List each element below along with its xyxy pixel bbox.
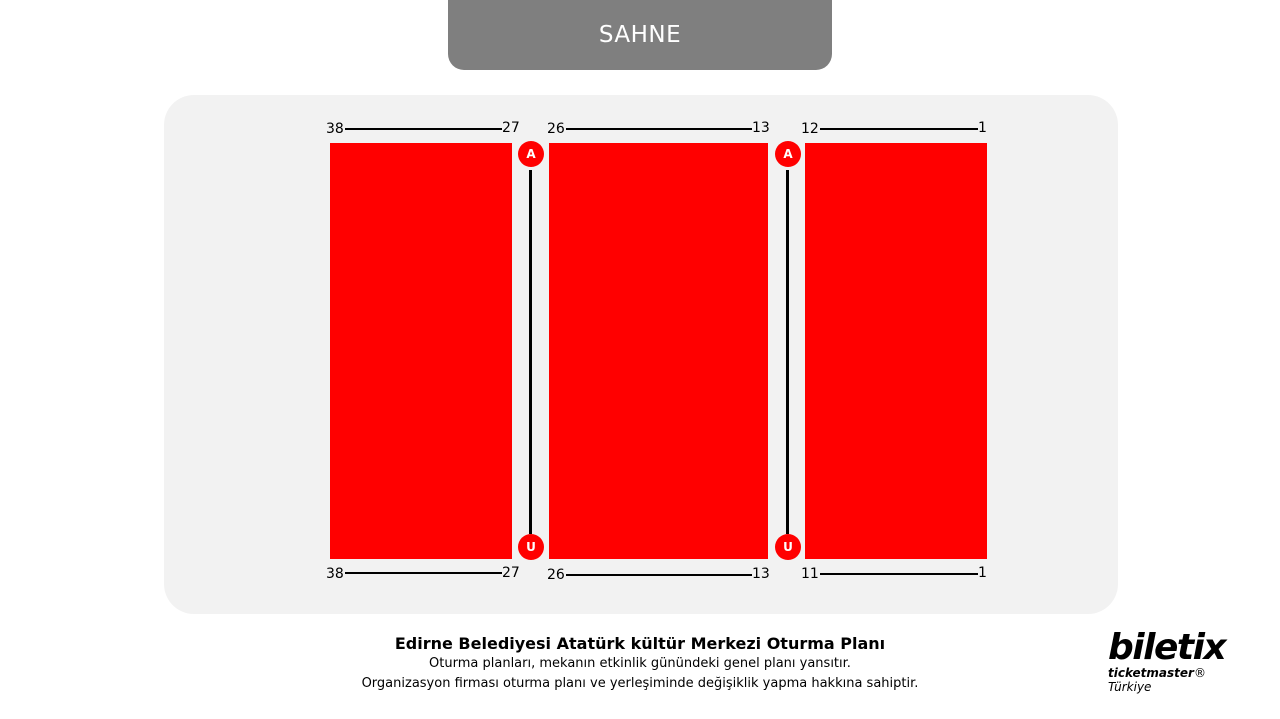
top-center-end-label: 13: [752, 120, 770, 136]
logo-sub-brand: ticketmaster: [1108, 666, 1194, 680]
top-left-start-label: 38: [326, 121, 344, 137]
aisle-left-bottom-marker: [518, 534, 544, 560]
aisle-left-line: [529, 170, 532, 534]
stage-label: SAHNE: [598, 22, 682, 48]
top-center-start-label: 26: [547, 121, 565, 137]
seating-block-center[interactable]: [549, 143, 768, 559]
biletix-logo: [1108, 628, 1248, 694]
bottom-center-end-label: 13: [752, 566, 770, 582]
aisle-right-bottom-marker-label: U: [783, 540, 793, 554]
aisle-right-top-marker-label: A: [783, 147, 793, 161]
logo-brand: biletix: [1108, 627, 1226, 668]
seating-block-left[interactable]: [330, 143, 512, 559]
bottom-left-start-label: 38: [326, 566, 344, 582]
bottom-right-range-line: [820, 573, 978, 575]
top-right-start-label: 12: [801, 121, 819, 137]
caption-line-2: Organizasyon firması oturma planı ve yerleşiminde değişiklik yapma hakkına sahiptir.: [361, 676, 919, 691]
logo-region: Türkiye: [1108, 680, 1152, 694]
aisle-right-top-marker: [775, 141, 801, 167]
aisle-right-line: [786, 170, 789, 534]
aisle-right-bottom-marker: [775, 534, 801, 560]
top-right-end-label: 1: [978, 120, 987, 136]
caption-line-1: Oturma planları, mekanın etkinlik günündeki genel planı yansıtır.: [429, 656, 851, 671]
aisle-left-top-marker: [518, 141, 544, 167]
bottom-right-start-label: 11: [801, 566, 819, 582]
logo-subline: ticketmaster® Türkiye: [1108, 666, 1206, 694]
bottom-right-end-label: 1: [978, 565, 987, 581]
aisle-left-bottom-marker-label: U: [526, 540, 536, 554]
bottom-left-range-line: [345, 572, 502, 574]
top-left-range-line: [345, 128, 502, 130]
bottom-center-start-label: 26: [547, 567, 565, 583]
seating-block-right[interactable]: [805, 143, 987, 559]
top-left-end-label: 27: [502, 120, 520, 136]
stage: [448, 0, 832, 70]
caption-title: Edirne Belediyesi Atatürk kültür Merkezi Oturma Planı: [394, 634, 886, 653]
top-right-range-line: [820, 128, 978, 130]
aisle-left-top-marker-label: A: [526, 147, 536, 161]
bottom-left-end-label: 27: [502, 565, 520, 581]
top-center-range-line: [566, 128, 752, 130]
bottom-center-range-line: [566, 574, 752, 576]
